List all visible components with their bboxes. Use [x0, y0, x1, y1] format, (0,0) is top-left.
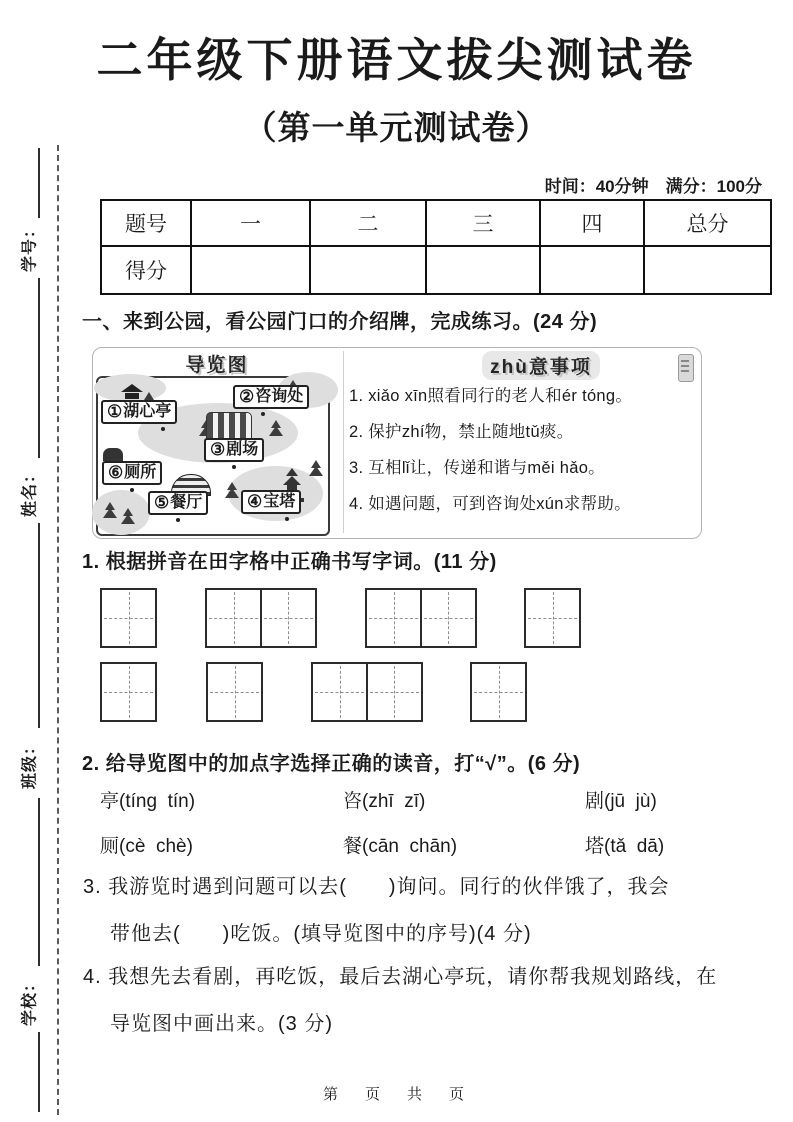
- tianzige-cell: [420, 588, 477, 648]
- tianzige-cell: [366, 662, 423, 722]
- q4-line2: 导览图中画出来。(3 分): [110, 1013, 333, 1035]
- page-footer: 第 页 共 页: [322, 1086, 470, 1103]
- notice-item-1: 1. xiǎo xīn照看同行的老人和ér tóng。: [349, 387, 633, 405]
- theater-icon: [206, 412, 252, 440]
- score-table: [100, 199, 772, 295]
- tianzige-grid: [470, 662, 527, 722]
- score-header-cell: 总分: [644, 200, 771, 246]
- map-label-zixunchu: ② 咨 询处: [233, 385, 309, 409]
- page-subtitle: （第一单元测试卷）: [243, 109, 550, 146]
- score-header-cell: 题号: [101, 200, 191, 246]
- score-header-cell: 二: [310, 200, 426, 246]
- tianzige-grid: [205, 588, 317, 648]
- tianzige-cell: [365, 588, 422, 648]
- q4-line1: 4. 我想先去看剧，再吃饭，最后去湖心亭玩，请你帮我规划路线，在: [83, 966, 718, 988]
- paper-clip-icon: [678, 354, 694, 382]
- park-sign-board: [92, 347, 702, 539]
- tianzige-cell: [311, 662, 368, 722]
- q2-option-can: 餐(cān chān): [343, 836, 458, 857]
- label-number: ⑥: [108, 463, 124, 482]
- tree-icon: [225, 482, 239, 500]
- score-table-score-row: [101, 246, 771, 294]
- q2-option-ju: 剧(jū jù): [585, 791, 657, 812]
- tianzige-cell: [100, 588, 157, 648]
- exam-time-score-info: 时间：40分钟 满分：100分: [544, 177, 762, 196]
- student-name-label: 姓名：: [21, 466, 39, 518]
- board-divider: [343, 351, 344, 533]
- score-blank-cell: [191, 246, 310, 294]
- tianzige-grid: [100, 662, 157, 722]
- tree-icon: [103, 502, 117, 520]
- q2-option-ta: 塔(tǎ dā): [585, 836, 665, 857]
- notice-title: zhù意事项: [461, 351, 621, 380]
- tianzige-grid: [206, 662, 263, 722]
- student-id-label: 学号：: [21, 221, 39, 273]
- tianzige-cell: [524, 588, 581, 648]
- tree-icon: [121, 508, 135, 526]
- tianzige-cell: [260, 588, 317, 648]
- tianzige-cell: [206, 662, 263, 722]
- tree-icon: [269, 420, 283, 438]
- map-label-huxinting: ① 湖心 亭: [101, 400, 177, 424]
- notice-item-2: 2. 保护zhí物，禁止随地tǔ痰。: [349, 423, 574, 441]
- label-number: ⑤: [154, 493, 170, 512]
- map-title: 导览图: [185, 355, 249, 376]
- map-label-canting: ⑤ 餐 厅: [148, 491, 208, 515]
- q2-option-ting: 亭(tíng tín): [100, 791, 196, 812]
- tianzige-cell: [100, 662, 157, 722]
- school-label: 学校：: [21, 975, 39, 1027]
- label-number: ④: [247, 492, 263, 511]
- q3-line1: 3. 我游览时遇到问题可以去( )询问。同行的伙伴饿了，我会: [83, 876, 670, 898]
- score-header-cell: 四: [540, 200, 644, 246]
- tianzige-grid: [100, 588, 157, 648]
- score-blank-cell: [540, 246, 644, 294]
- page-title: 二年级下册语文拔尖测试卷: [96, 34, 697, 86]
- score-table-header-row: [101, 200, 771, 246]
- q1-heading: 1. 根据拼音在田字格中正确书写字词。(11 分): [82, 551, 497, 573]
- student-info-line: [38, 798, 40, 966]
- section1-heading: 一、来到公园，看公园门口的介绍牌，完成练习。(24 分): [82, 311, 598, 333]
- tianzige-cell: [205, 588, 262, 648]
- tianzige-cell: [470, 662, 527, 722]
- q3-line2: 带他去( )吃饭。(填导览图中的序号)(4 分): [110, 923, 532, 945]
- score-header-cell: 三: [426, 200, 540, 246]
- toilet-icon: [103, 448, 123, 461]
- notice-item-4: 4. 如遇问题，可到咨询处xún求帮助。: [349, 495, 631, 513]
- score-header-cell: 一: [191, 200, 310, 246]
- class-label: 班级：: [21, 738, 39, 790]
- score-row-label: 得分: [101, 246, 191, 294]
- seal-dashed-line: [57, 145, 59, 1115]
- label-number: ③: [210, 440, 226, 459]
- label-number: ②: [239, 387, 255, 406]
- score-blank-cell: [644, 246, 771, 294]
- notice-item-3: 3. 互相lǐ让，传递和谐与měi hǎo。: [349, 459, 605, 477]
- student-info-line: [38, 278, 40, 458]
- q2-option-zi: 咨(zhī zī): [343, 791, 426, 812]
- q2-option-ce: 厕(cè chè): [100, 836, 193, 857]
- tianzige-grid: [524, 588, 581, 648]
- q2-heading: 2. 给导览图中的加点字选择正确的读音，打“√”。(6 分): [82, 753, 581, 775]
- tree-icon: [309, 460, 323, 478]
- tianzige-grid: [311, 662, 423, 722]
- score-blank-cell: [426, 246, 540, 294]
- map-label-juchang: ③ 剧 场: [204, 438, 264, 462]
- map-label-baota: ④ 宝 塔: [241, 490, 301, 514]
- student-info-line: [38, 523, 40, 728]
- pavilion-icon: [121, 384, 143, 400]
- tianzige-grid: [365, 588, 477, 648]
- label-number: ①: [107, 402, 123, 421]
- map-label-cesuo: ⑥ 厕 所: [102, 461, 162, 485]
- student-info-line: [38, 148, 40, 218]
- score-blank-cell: [310, 246, 426, 294]
